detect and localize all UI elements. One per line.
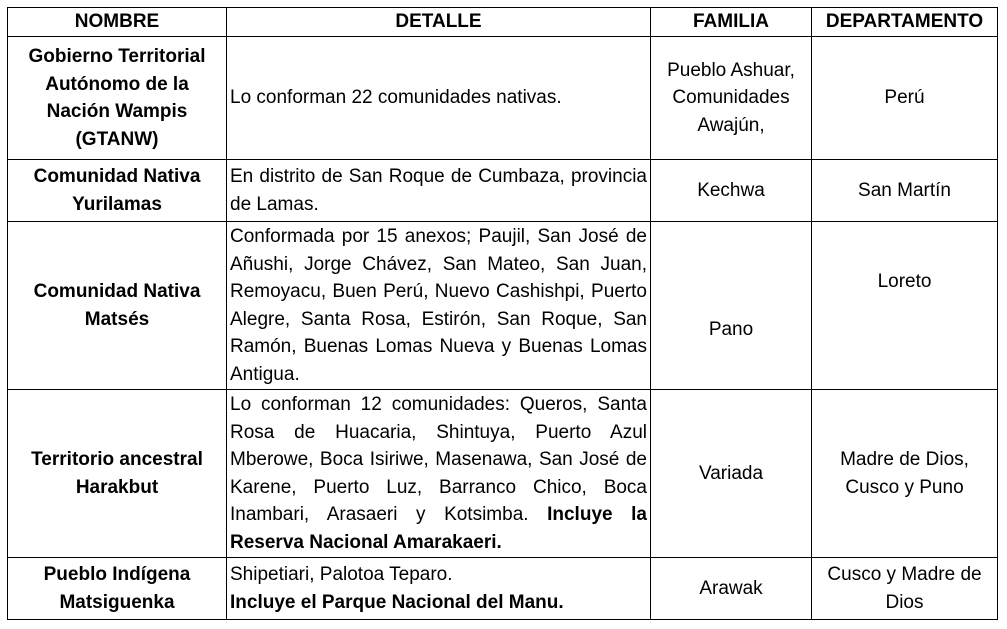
cell-familia: Pueblo Ashuar, Comunidades Awajún, [651, 37, 812, 160]
cell-familia: Kechwa [651, 160, 812, 222]
cell-nombre: Pueblo Indígena Matsiguenka [8, 558, 227, 620]
cell-departamento: Perú [812, 37, 998, 160]
detalle-text: En distrito de San Roque de Cumbaza, provincia de Lamas. [230, 166, 647, 215]
header-departamento: DEPARTAMENTO [812, 8, 998, 37]
cell-departamento: San Martín [812, 160, 998, 222]
table-row [8, 558, 998, 620]
header-detalle: DETALLE [227, 8, 651, 37]
cell-familia: Arawak [651, 558, 812, 620]
table-row [8, 160, 998, 222]
cell-detalle [227, 390, 651, 558]
cell-familia: Variada [651, 390, 812, 558]
cell-nombre: Comunidad Nativa Matsés [8, 222, 227, 390]
cell-departamento: Cusco y Madre de Dios [812, 558, 998, 620]
detalle-text: Shipetiari, Palotoa Teparo. [230, 564, 453, 585]
detalle-text: Conformada por 15 anexos; Paujil, San José de Añushi, Jorge Chávez, San Mateo, San Juan, Remoyacu, Buen Perú, Nuevo Cashishpi, Puerto Alegre, Santa Rosa, Estirón, San Roque, San Ramón, Buenas Lomas Nueva y Buenas Lomas Antigua. [230, 226, 647, 385]
header-familia: FAMILIA [651, 8, 812, 37]
table-row [8, 37, 998, 160]
cell-departamento: Loreto [812, 222, 998, 390]
cell-nombre: Territorio ancestral Harakbut [8, 390, 227, 558]
cell-detalle [227, 37, 651, 160]
table-row [8, 222, 998, 390]
cell-detalle [227, 222, 651, 390]
cell-nombre: Gobierno Territorial Autónomo de la Nación Wampis (GTANW) [8, 37, 227, 160]
table-row [8, 390, 998, 558]
cell-detalle [227, 558, 651, 620]
header-row [8, 8, 998, 37]
header-nombre: NOMBRE [8, 8, 227, 37]
cell-familia: Pano [651, 222, 812, 390]
detalle-text: Lo conforman 12 comunidades: Queros, Santa Rosa de Huacaria, Shintuya, Puerto Azul Mberowe, Boca Isiriwe, Masenawa, San José de Karene, Puerto Luz, Barranco Chico, Boca Inambari, Arasaeri y Kotsimba. [230, 394, 647, 525]
detalle-text: Lo conforman 22 comunidades nativas. [230, 87, 562, 109]
detalle-bold-text: Incluye el Parque Nacional del Manu. [230, 591, 564, 613]
cell-detalle [227, 160, 651, 222]
detalle-bold-text: Incluye la Reserva Nacional Amarakaeri. [230, 504, 647, 553]
indigenous-territories-table [7, 7, 998, 620]
cell-nombre: Comunidad Nativa Yurilamas [8, 160, 227, 222]
cell-departamento: Madre de Dios, Cusco y Puno [812, 390, 998, 558]
